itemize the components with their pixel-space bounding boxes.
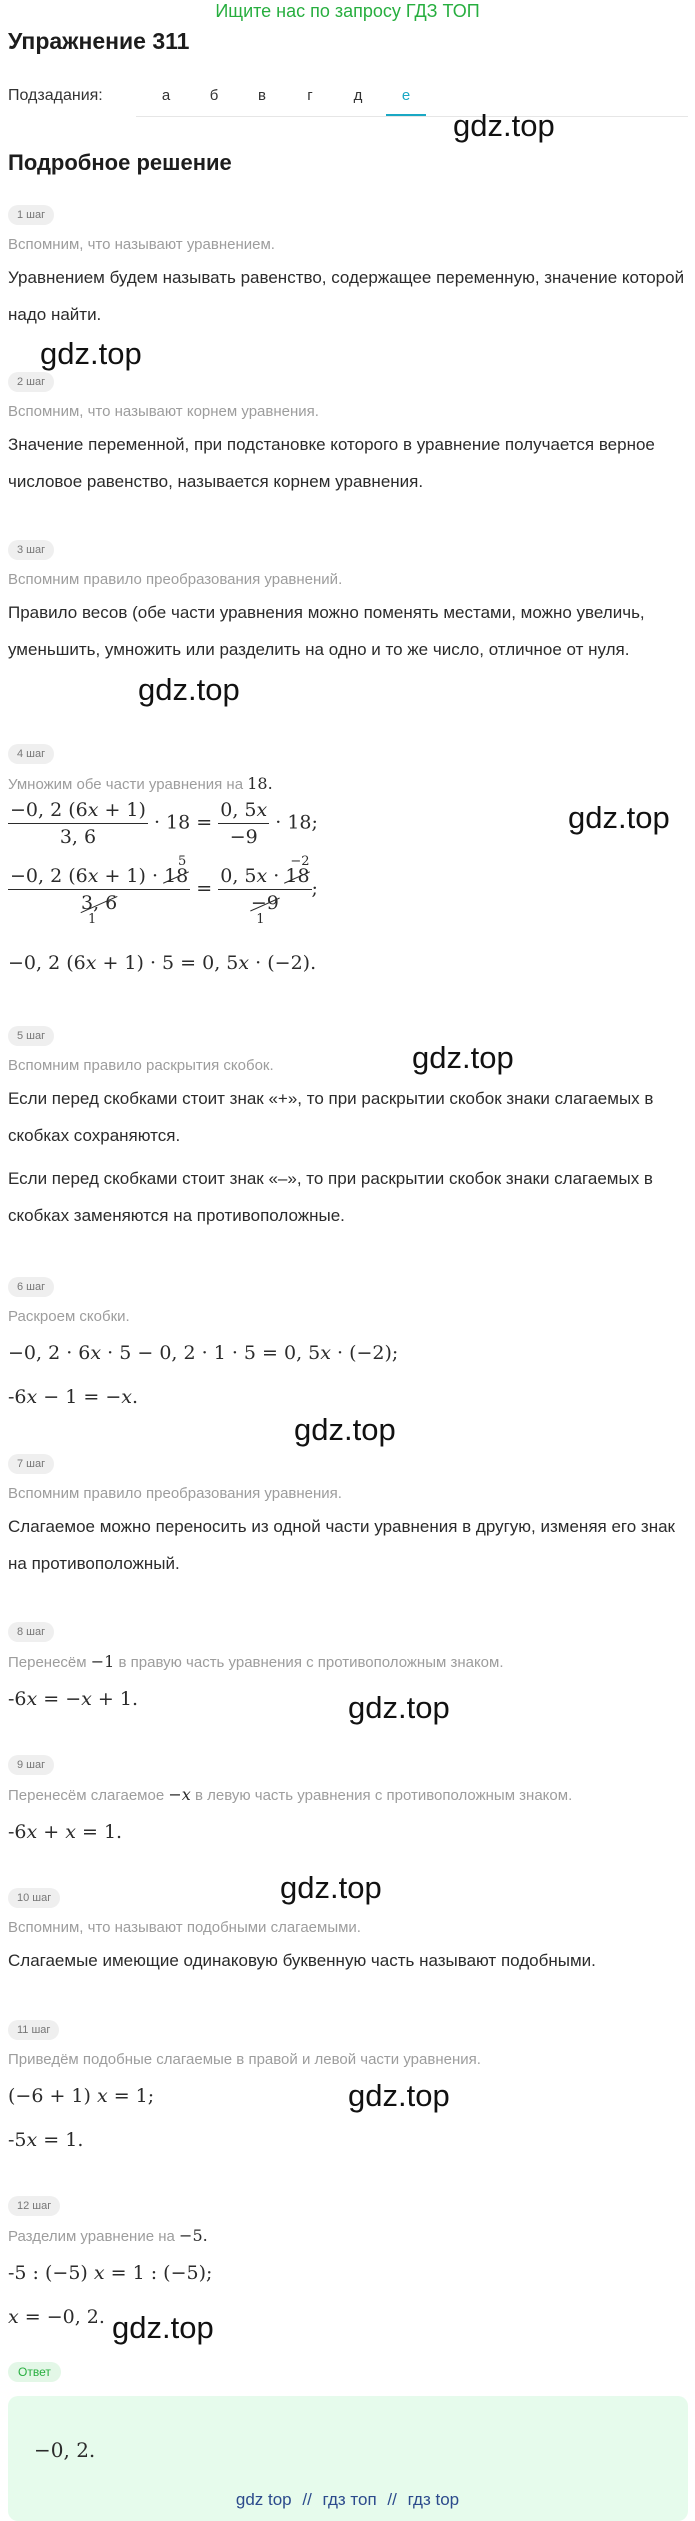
tab-g[interactable]: г [307, 87, 313, 104]
watermark: gdz.top [348, 2078, 450, 2113]
hint-text: Умножим обе части уравнения на [8, 776, 244, 793]
equation-line-1: -6x = −x + 1. [8, 1688, 139, 1710]
step-4 [8, 744, 688, 981]
equation-line-1: −0, 2 · 6x · 5 − 0, 2 · 1 · 5 = 0, 5x · (−2); [8, 1342, 399, 1364]
hint-text: в правую часть уравнения с противоположным знаком. [118, 1654, 504, 1671]
footer-link[interactable]: гдз топ [322, 2490, 377, 2509]
watermark: gdz.top [568, 800, 670, 835]
hint-math: 18. [247, 774, 273, 793]
footer-separator: // [302, 2490, 312, 2509]
step-hint: Вспомним правило преобразования уравнения. [8, 1485, 342, 1502]
step-hint [8, 2226, 688, 2247]
step-hint: Вспомним, что называют уравнением. [8, 236, 275, 253]
step-badge: 10 шаг [8, 1888, 60, 1908]
equation-line-1: (−6 + 1) x = 1; [8, 2085, 155, 2107]
step-hint [8, 1652, 688, 1673]
step-badge: 9 шаг [8, 1755, 54, 1775]
step-badge: 12 шаг [8, 2196, 60, 2216]
watermark: gdz.top [280, 1870, 382, 1905]
tab-b[interactable]: б [209, 87, 219, 104]
step-12 [8, 2196, 688, 2335]
step-badge: 2 шаг [8, 372, 54, 392]
hint-text: Разделим уравнение на [8, 2228, 175, 2245]
step-text: Уравнением будем называть равенство, содержащее переменную, значение которой надо найти. [8, 268, 685, 324]
equation-line-2: -5x = 1. [8, 2129, 84, 2151]
tab-e[interactable]: е [386, 84, 426, 116]
footer-link[interactable]: гдз top [407, 2490, 460, 2509]
equation-line-2: x = −0, 2. [8, 2306, 105, 2328]
step-1 [8, 205, 688, 333]
watermark: gdz.top [138, 672, 240, 707]
step-2 [8, 372, 688, 500]
hint-math: −x [168, 1785, 191, 1804]
search-banner[interactable]: Ищите нас по запросу ГДЗ ТОП [215, 1, 480, 21]
watermark: gdz.top [412, 1040, 514, 1075]
step-hint: Вспомним, что называют подобными слагаемыми. [8, 1919, 361, 1936]
footer-links [0, 2490, 695, 2510]
subtasks-tabs [136, 84, 688, 117]
tab-a[interactable]: а [161, 87, 171, 104]
watermark: gdz.top [348, 1690, 450, 1725]
subtasks-nav [8, 84, 688, 116]
step-hint: Раскроем скобки. [8, 1308, 130, 1325]
equation-line-1: -5 : (−5) x = 1 : (−5); [8, 2262, 213, 2284]
step-hint: Приведём подобные слагаемые в правой и левой части уравнения. [8, 2051, 481, 2068]
step-badge: 6 шаг [8, 1277, 54, 1297]
step-hint: Вспомним правило преобразования уравнений. [8, 571, 343, 588]
step-text: Слагаемое можно переносить из одной части уравнения в другую, изменяя его знак на противоположный. [8, 1517, 675, 1573]
hint-text: Перенесём [8, 1654, 87, 1671]
step-9 [8, 1755, 688, 1850]
step-7 [8, 1454, 688, 1582]
step-hint: Вспомним, что называют корнем уравнения. [8, 403, 319, 420]
hint-math: −5. [179, 2226, 208, 2245]
equation-line-1: -6x + x = 1. [8, 1821, 123, 1843]
step-3 [8, 540, 688, 668]
watermark: gdz.top [40, 336, 142, 371]
step-text: Значение переменной, при подстановке которого в уравнение получается верное числовое равенство, называется корнем уравнения. [8, 435, 655, 491]
tab-v[interactable]: в [258, 87, 266, 104]
step-badge: 3 шаг [8, 540, 54, 560]
equation-line-3: −0, 2 (6x + 1) · 5 = 0, 5x · (−2). [8, 952, 317, 974]
hint-text: Перенесём слагаемое [8, 1787, 165, 1804]
step-text: Если перед скобками стоит знак «–», то при раскрытии скобок знаки слагаемых в скобках заменяются на противоположные. [8, 1169, 653, 1225]
tab-d[interactable]: д [353, 87, 363, 104]
step-text: Если перед скобками стоит знак «+», то при раскрытии скобок знаки слагаемых в скобках сохраняются. [8, 1089, 654, 1145]
step-hint: Вспомним правило раскрытия скобок. [8, 1057, 274, 1074]
step-badge: 1 шаг [8, 205, 54, 225]
watermark: gdz.top [294, 1412, 396, 1447]
subtasks-label: Подзадания: [8, 87, 103, 104]
step-text: Слагаемые имеющие одинаковую буквенную часть называют подобными. [8, 1951, 596, 1970]
hint-math: −1 [90, 1652, 115, 1671]
equation-line-2: -6x − 1 = −x. [8, 1386, 139, 1408]
watermark: gdz.top [112, 2310, 214, 2345]
answer-badge: Ответ [8, 2362, 61, 2382]
answer-value: −0, 2. [34, 2438, 96, 2462]
step-badge: 7 шаг [8, 1454, 54, 1474]
watermark: gdz.top [453, 108, 555, 143]
section-title: Подробное решение [8, 150, 232, 175]
footer-separator: // [387, 2490, 397, 2509]
step-badge: 8 шаг [8, 1622, 54, 1642]
step-6 [8, 1277, 688, 1415]
step-hint [8, 1785, 688, 1806]
equation-line-1: $\frac{-0, 2 (6x + 1)}{3, 6}$ · 18 = $\frac{0, 5x}{-9}$ · 18; [10, 799, 318, 848]
equation-line-2: −0, 2 (6x + 1) · 18 5 3, 6 1 = 0, 5x · 18 −2 −9 1 ; [10, 854, 318, 927]
page-title: Упражнение 311 [8, 28, 190, 54]
step-hint [8, 774, 688, 795]
footer-link[interactable]: gdz top [235, 2490, 292, 2509]
hint-text: в левую часть уравнения с противоположным знаком. [194, 1787, 573, 1804]
step-5 [8, 1026, 688, 1234]
step-text: Правило весов (обе части уравнения можно поменять местами, можно увеличь, уменьшить, умножить или разделить на одно и то же число, отличное от нуля. [8, 603, 645, 659]
step-badge: 4 шаг [8, 744, 54, 764]
step-badge: 5 шаг [8, 1026, 54, 1046]
step-badge: 11 шаг [8, 2020, 59, 2040]
